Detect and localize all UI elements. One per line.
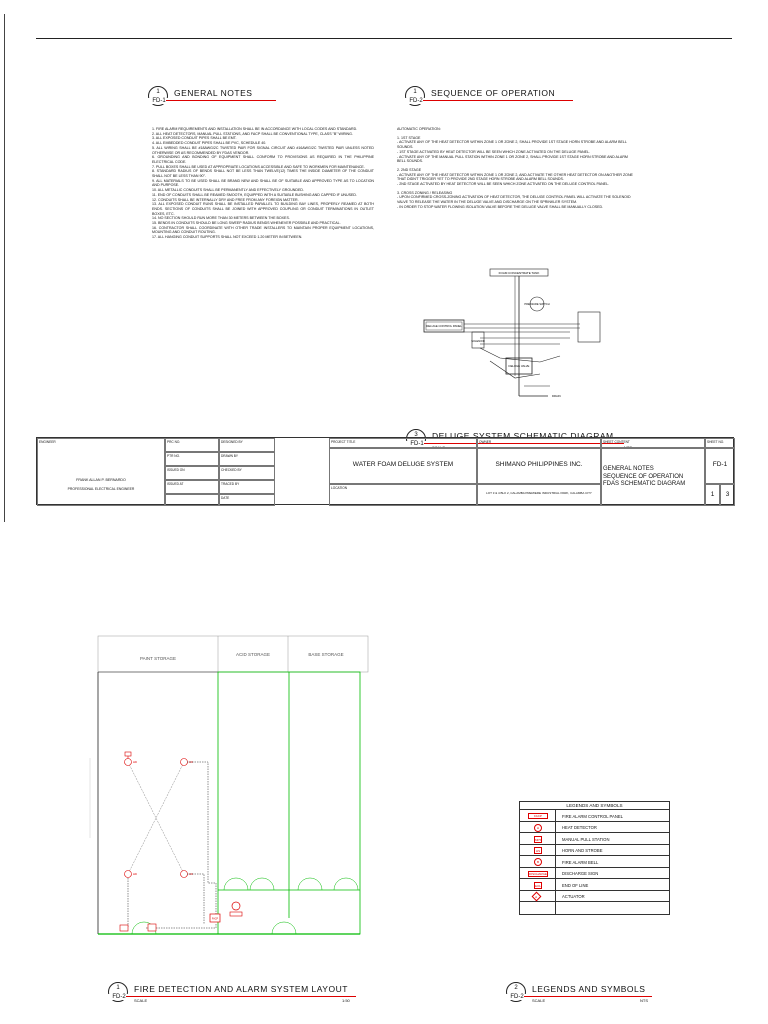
- sheet-no-label: SHEET NO.: [705, 438, 735, 448]
- designed-by: DESIGNED BY: [219, 438, 275, 452]
- legend-header: LEGENDS AND SYMBOLS: [520, 802, 669, 810]
- pressure-switch-label: PRESSURE SWITCH: [524, 303, 550, 306]
- section-number: 2: [514, 985, 518, 991]
- actuator-symbol-icon: [532, 891, 542, 901]
- date: DATE: [219, 494, 275, 506]
- general-note-item: 9. ALL MATERIALS TO BE USED SHALL BE BRAND NEW AND SHALL BE OF SUITABLE AND APPROVED TYPE AS TO LOCATION AND PURPOSE.: [152, 178, 374, 188]
- detector-tag: HD: [133, 760, 138, 764]
- legend-label: DISCHARGE SIGN: [562, 871, 599, 876]
- scale-label: SCALE: [134, 998, 148, 1003]
- general-note-item: 12. CONDUITS SHALL BE INTERNALLY DRY AND FREE FROM ANY FOREIGN MATTER.: [152, 197, 299, 202]
- section-title-text: GENERAL NOTES: [174, 88, 253, 98]
- engineer-cell: [37, 438, 165, 506]
- section-number: 3: [414, 432, 418, 438]
- sheet-content-line: SEQUENCE OF OPERATION: [603, 473, 684, 480]
- section-bubble: [108, 982, 128, 1002]
- deluge-schematic: [420, 266, 610, 416]
- sheet-contents: [601, 448, 705, 506]
- section-title-text: LEGENDS AND SYMBOLS: [532, 984, 646, 994]
- discharge-sign: [230, 912, 242, 916]
- legend-label: FIRE ALARM CONTROL PANEL: [562, 813, 623, 819]
- issued-at: ISSUED AT: [165, 480, 219, 494]
- room-base-storage: BASE STORAGE: [308, 652, 344, 657]
- heat-detector: [181, 871, 188, 878]
- checked-by: CHECKED BY: [219, 466, 275, 480]
- engineer-title: PROFESSIONAL ELECTRICAL ENGINEER: [67, 487, 135, 491]
- section-bubble: [405, 86, 425, 106]
- sequence-step: - ACTIVATE ANY OF THE MANUAL PULL STATION WITHIN ZONE 1 OR ZONE 2, SHALL PROVIDE 1ST STAGE HORN STROBE AND ALARM BELL SOUNDS.: [397, 154, 628, 164]
- legend-row: [520, 845, 669, 857]
- general-note-item: 8. STANDARD RADIUS OF BENDS SHALL NOT BE LESS THAN TWELVE(12) TIMES THE INSIDE DIAMETER OF THE CONDUIT SHALL NOT BE LESS THAN 90°.: [152, 169, 374, 179]
- general-note-item: 2. ALL HEAT DETECTORS, MANUAL PULL STATIONS, AND FACP SHALL BE CONVENTIONAL TYPE, CLASS "B" WIRING.: [152, 131, 353, 136]
- general-note-item: 16. CONTRACTOR SHALL COORDINATE WITH OTHER TRADE INSTALLERS TO MAINTAIN PROPER EQUIPMENT LOCATIONS, MOUNTING AND CONDUIT ROUTING.: [152, 225, 374, 235]
- section-ref: FD-1: [146, 98, 172, 104]
- title-underline: [423, 100, 573, 101]
- general-notes-list: [152, 127, 374, 373]
- general-note-item: 14. NO SECTION SHOULD RUN MORE THAN 30 METERS BETWEEN THE BOXES.: [152, 216, 290, 221]
- detector-tag: HD: [189, 760, 194, 764]
- horn-strobe: [148, 924, 156, 931]
- sequence-stage-heading: 3. CROSS ZONING / RELEASING: [397, 190, 453, 195]
- general-note-item: 13. ALL EXPOSED CONDUIT RUNS SHALL BE INSTALLED PARALLEL TO BUILDING BAY LINES, PROPERLY REAMED AT BOTH ENDS. SECTIONS OF CONDUITS SHALL BE JOINED WITH APPROVED COUPLING OR CONDUIT TERMINATIONS IN OUTLET BOXES, ETC.: [152, 202, 374, 216]
- general-note-item: 5. ALL WIRING SHALL BE #18AWG/2C TWISTED PAIR FOR SIGNAL CIRCUIT AND #16AWG/2C TWISTED PAIR UNLESS NOTED OTHERWISE OR AS RECOMMENDED BY FDAS VENDOR.: [152, 145, 374, 155]
- section-ref: FD-2: [106, 994, 132, 1000]
- legend-label: ACTUATOR: [562, 894, 585, 899]
- facp-symbol-icon: FACP: [528, 813, 548, 819]
- sequence-step: - ACTIVATE ANY OF THE HEAT DETECTOR WITHIN ZONE 1 OR ZONE 2, SHALL PROVIDE 1ST STAGE HORN STROBE AND ALARM BELL SOUNDS.: [397, 140, 627, 150]
- sequence-stage-heading: 2. 2ND STAGE: [397, 167, 422, 172]
- end-of-line-symbol-icon: EOL: [535, 883, 542, 888]
- prc-no: PRC NO.: [165, 438, 219, 452]
- manual-pull-station: [125, 752, 131, 756]
- blank-cell: [165, 494, 219, 506]
- sheet-no: FD-1: [705, 448, 735, 484]
- engineer-name: FRANK ALLAN P. BERNARDO: [76, 478, 126, 482]
- bell-symbol-icon: B: [534, 858, 542, 866]
- title-underline: [126, 996, 356, 997]
- actuator-code: A: [535, 894, 538, 899]
- location-label: LOCATION: [329, 484, 477, 506]
- issued-on: ISSUED ON: [165, 466, 219, 480]
- legend-label: FIRE ALARM BELL: [562, 859, 599, 865]
- detector-tag: HD: [133, 872, 138, 876]
- sequence-step: - 1ST STAGE ACTIVATED BY HEAT DETECTOR WILL BE SEEN WHICH ZONE ACTIVATED ON THE DELUGE PANEL.: [397, 149, 590, 154]
- deluge-panel-label: DELUGE CONTROL PANEL: [426, 324, 462, 328]
- title-underline: [524, 996, 652, 997]
- general-note-item: 4. ALL EMBEDDED CONDUIT PIPES SHALL BE PVC, SCHEDULE 40.: [152, 141, 267, 146]
- legend-row: [520, 822, 669, 834]
- legend-row: [520, 879, 669, 891]
- heat-detector: [125, 871, 132, 878]
- project-title: WATER FOAM DELUGE SYSTEM: [329, 448, 477, 484]
- pull-station-symbol-icon: MPS: [535, 837, 542, 842]
- legend-label: HORN AND STROBE: [562, 848, 603, 853]
- drawn-by: DRAWN BY: [219, 452, 275, 466]
- general-note-item: 6. GROUNDING AND BONDING OF EQUIPMENT SHALL CONFORM TO PROVISIONS AS REQUIRED IN THE PHILIPPINE ELECTRICAL CODE.: [152, 155, 374, 164]
- owner-label: OWNER: [477, 438, 601, 448]
- section-title-text: SEQUENCE OF OPERATION: [431, 88, 556, 98]
- horn-strobe-symbol-icon: HS: [535, 849, 541, 853]
- legend-table: [519, 801, 670, 915]
- section-bubble: [148, 86, 168, 106]
- legend-label: HEAT DETECTOR: [562, 825, 597, 830]
- general-notes-title: [148, 86, 278, 108]
- legend-row: [520, 810, 669, 822]
- sheet-left-border: [4, 14, 5, 522]
- legend-row-empty: [520, 902, 669, 914]
- sheet-total: 3: [720, 484, 735, 506]
- general-note-item: 1. FIRE ALARM REQUIREMENTS AND INSTALLATION SHALL BE IN ACCORDANCE WITH LOCAL CODES AND STANDARD.: [152, 127, 358, 131]
- general-note-item: 15. BENDS IN CONDUITS SHOULD BE LONG SWEEP RADIUS BENDS WHENEVER POSSIBLE AND PRACTICAL.: [152, 221, 341, 226]
- legend-label: MANUAL PULL STATION: [562, 836, 610, 842]
- sequence-title: [405, 86, 575, 108]
- scale-label: SCALE: [532, 998, 546, 1003]
- sequence-step: - UPON CONFIRMED CROSS-ZONING ACTIVATION OF HEAT DETECTOR, THE DELUGE CONTROL PANEL WILL ACTIVATE THE SOLENOID VALVE TO RELEASE THE WATER IN THE DELUGE VALVE AND DISCHARGE ON THE SPRINKLER SYSTEM.: [397, 195, 631, 205]
- legend-label: END OF LINE: [562, 882, 589, 888]
- drain-label: DRAIN: [552, 394, 561, 398]
- end-of-line: [120, 925, 128, 931]
- solenoid-label: SOLENOID: [471, 340, 485, 343]
- general-note-item: 10. ALL METALLIC CONDUITS SHALL BE PERMANENTLY AND EFFECTIVELY GROUNDED.: [152, 188, 304, 193]
- fire-alarm-floor-plan: [86, 628, 376, 948]
- scale-value: 1:50: [342, 998, 350, 1003]
- general-note-item: 7. PULL BOXES SHALL BE USED AT APPROPRIATE LOCATIONS ACCESSIBLE AND SAFE TO WORKMEN FOR MAINTENANCE.: [152, 164, 365, 169]
- project-label: PROJECT TITLE: [329, 438, 477, 448]
- scale-label: SCALE: [432, 445, 446, 450]
- sequence-step: - IN ORDER TO STOP WATER FLOWING ISOLATION VALVE BEFORE THE DELUGE VALVE SHALL BE MANUALLY CLOSED.: [397, 204, 604, 209]
- section-bubble: [506, 982, 526, 1002]
- general-note-item: 17. ALL HANGING CONDUIT SUPPORTS SHALL NOT EXCEED 1.20 METER IN BETWEEN.: [152, 235, 303, 240]
- sequence-stage-heading: 1. 1ST STAGE: [397, 135, 421, 140]
- scale-value: NTS: [624, 445, 632, 450]
- legend-row: [520, 891, 669, 903]
- deluge-valve-label: DELUGE VALVE: [508, 364, 530, 368]
- engineer-label: ENGINEER: [39, 440, 56, 444]
- section-number: 1: [156, 89, 160, 95]
- sheet-contents-label: SHEET CONTENT: [601, 438, 705, 448]
- general-note-item: 11. END OF CONDUITS SHALL BE REAMED SMOOTH, EQUIPPED WITH A SUITABLE BUSHING AND CAPPED IF UNUSED.: [152, 192, 358, 197]
- owner-name: SHIMANO PHILIPPINES INC.: [477, 448, 601, 484]
- legend-section-title: [506, 982, 656, 1004]
- location-text: LOT 3 & 4 BLK 2, CALAMBA PREMIERE INDUSTRIAL PARK, CALAMBA CITY: [477, 484, 601, 506]
- title-underline: [166, 100, 276, 101]
- fire-alarm-bell: [232, 902, 240, 910]
- sequence-step: - ACTIVATE ANY OF THE HEAT DETECTOR WITHIN ZONE 1 OR ZONE 2, AND ACTIVATE THE OTHER HEAT DETECTOR ON ANOTHER ZONE THAT DIDN'T TRIGGER YET TO PROVIDE 2ND STAGE HORN STROBE AND ALARM BELL SOUNDS.: [397, 172, 633, 182]
- room-acid-storage: ACID STORAGE: [236, 652, 270, 657]
- section-ref: FD-1: [404, 441, 430, 447]
- discharge-sign-symbol-icon: DISCHARGE: [529, 871, 547, 876]
- heat-detector: [181, 759, 188, 766]
- section-ref: FD-2: [504, 994, 530, 1000]
- legend-row: [520, 868, 669, 880]
- sequence-of-operation: [397, 127, 637, 267]
- sheet-index: 1: [705, 484, 720, 506]
- sheet-content-line: FDAS SCHEMATIC DIAGRAM: [603, 481, 686, 487]
- traced-by: TRACED BY: [219, 480, 275, 494]
- sequence-heading: AUTOMATIC OPERATION:: [397, 127, 441, 131]
- layout-title: [108, 982, 368, 1004]
- section-number: 1: [116, 985, 120, 991]
- section-title-text: DELUGE SYSTEM SCHEMATIC DIAGRAM: [432, 431, 614, 441]
- sheet-top-border: [36, 38, 732, 39]
- facp-tag: FACP: [211, 917, 219, 921]
- section-number: 1: [413, 89, 417, 95]
- legend-row: [520, 856, 669, 868]
- heat-detector: [125, 759, 132, 766]
- foam-tank-label: FOAM CONCENTRATE TANK: [498, 271, 540, 275]
- ptr-no: PTR NO.: [165, 452, 219, 466]
- section-title-text: FIRE DETECTION AND ALARM SYSTEM LAYOUT: [134, 984, 348, 994]
- general-note-item: 3. ALL EXPOSED CONDUIT PIPES SHALL BE EMT.: [152, 136, 237, 141]
- heat-detector-symbol-icon: H: [534, 824, 542, 832]
- title-block: [36, 437, 734, 505]
- detector-tag: HD: [189, 872, 194, 876]
- section-ref: FD-2: [403, 98, 429, 104]
- legend-row: [520, 833, 669, 845]
- room-paint-storage: PAINT STORAGE: [139, 656, 177, 661]
- scale-value: NTS: [640, 998, 648, 1003]
- sheet-content-line: GENERAL NOTES: [603, 466, 654, 472]
- sequence-groups: [397, 136, 637, 214]
- sequence-step: - 2ND STAGE ACTIVATED BY HEAT DETECTOR WILL BE SEEN WHICH ZONE ACTIVATED ON THE DELUGE CONTROL PANEL.: [397, 182, 610, 187]
